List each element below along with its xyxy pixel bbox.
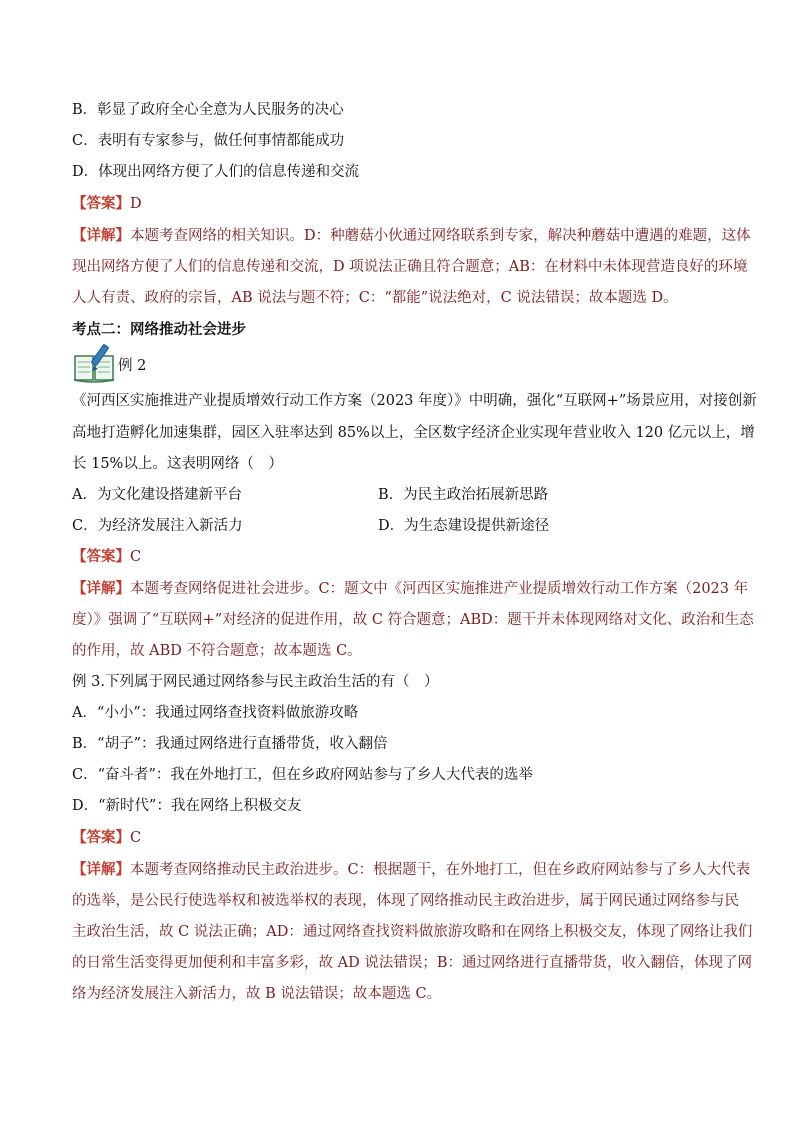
q2-stem-line-1: 《河西区实施推进产业提质增效行动工作方案（2023 年度）》中明确，强化“互联网+”场景应用，对接创新 [72,393,757,409]
q2-stem-line-3: 长 15%以上。这表明网络（ ） [72,456,283,472]
q2-option-a: A．为文化建设搭建新平台 [72,487,242,503]
q2-option-c: C．为经济发展注入新活力 [72,518,243,534]
q1-detail-line-3: 人人有责、政府的宗旨，AB 说法与题不符；C：“都能”说法绝对，C 说法错误；故本题选 D。 [72,290,678,306]
answer-value: C [130,830,142,846]
section-heading: 考点二：网络推动社会进步 [72,321,246,338]
book-pencil-icon [72,344,116,384]
q1-detail-line-2: 现出网络方便了人们的信息传递和交流，D 项说法正确且符合题意；AB：在材料中未体现营造良好的环境 [72,259,748,275]
q2-options-row-2 [72,516,722,536]
q1-option-c: C．表明有专家参与，做任何事情都能成功 [72,133,345,149]
q2-answer [72,547,141,567]
detail-tag: 【详解】 [72,227,130,244]
answer-tag: 【答案】 [72,829,130,846]
q3-detail-line-1 [72,860,750,880]
q3-detail-line-3: 主政治生活，故 C 说法正确；AD：通过网络查找资料做旅游攻略和在网络上积极交友，体现了网络让我们 [72,924,753,940]
q3-detail-line-5: 络为经济发展注入新活力，故 B 说法错误；故本题选 C。 [72,986,442,1002]
q3-option-a: A．“小小”：我通过网络查找资料做旅游攻略 [72,705,359,721]
q3-answer [72,828,141,848]
q2-option-d: D．为生态建设提供新途径 [378,518,550,534]
q2-option-b: B．为民主政治拓展新思路 [378,487,549,503]
q1-option-d: D．体现出网络方便了人们的信息传递和交流 [72,164,360,180]
q2-detail-line-2: 度）》强调了“互联网+”对经济的促进作用，故 C 符合题意；ABD：题干并未体现网络对文化、政治和生态 [72,612,754,628]
q1-option-b: B．彰显了政府全心全意为人民服务的决心 [72,102,344,118]
detail-tag: 【详解】 [72,861,130,878]
answer-tag: 【答案】 [72,195,130,212]
q3-option-d: D．“新时代”：我在网络上积极交友 [72,798,302,814]
q2-stem-line-2: 高地打造孵化加速集群，园区入驻率达到 85%以上，全区数字经济企业实现年营业收入 120 亿元以上，增 [72,425,755,441]
detail-text: 本题考查网络推动民主政治进步。C：根据题干，在外地打工，但在乡政府网站参与了乡人大代表 [130,862,751,878]
q3-option-b: B．“胡子”：我通过网络进行直播带货，收入翻倍 [72,736,388,752]
detail-text: 本题考查网络促进社会进步。C：题文中《河西区实施推进产业提质增效行动工作方案（2023 年 [130,581,749,597]
detail-tag: 【详解】 [72,580,130,597]
q3-detail-line-2: 的选举，是公民行使选举权和被选举权的表现，体现了网络推动民主政治进步，属于网民通过网络参与民 [72,893,739,909]
q3-stem: 例 3.下列属于网民通过网络参与民主政治生活的有（ ） [72,674,439,690]
q3-detail-line-4: 的日常生活变得更加便利和丰富多彩，故 AD 说法错误；B：通过网络进行直播带货，收入翻倍，体现了网 [72,955,752,971]
answer-value: C [130,549,142,565]
answer-value: D [130,196,142,212]
example-2-label: 例 2 [118,358,147,374]
q2-detail-line-1 [72,579,748,599]
answer-tag: 【答案】 [72,548,130,565]
q1-detail-line-1 [72,226,751,246]
detail-text: 本题考查网络的相关知识。D：种蘑菇小伙通过网络联系到专家，解决种蘑菇中遭遇的难题，这体 [130,228,751,244]
q2-detail-line-3: 的作用，故 ABD 不符合题意；故本题选 C。 [72,643,362,659]
q2-options-row-1 [72,485,722,505]
q3-option-c: C．“奋斗者”：我在外地打工，但在乡政府网站参与了乡人大代表的选举 [72,767,533,783]
q1-answer [72,194,142,214]
